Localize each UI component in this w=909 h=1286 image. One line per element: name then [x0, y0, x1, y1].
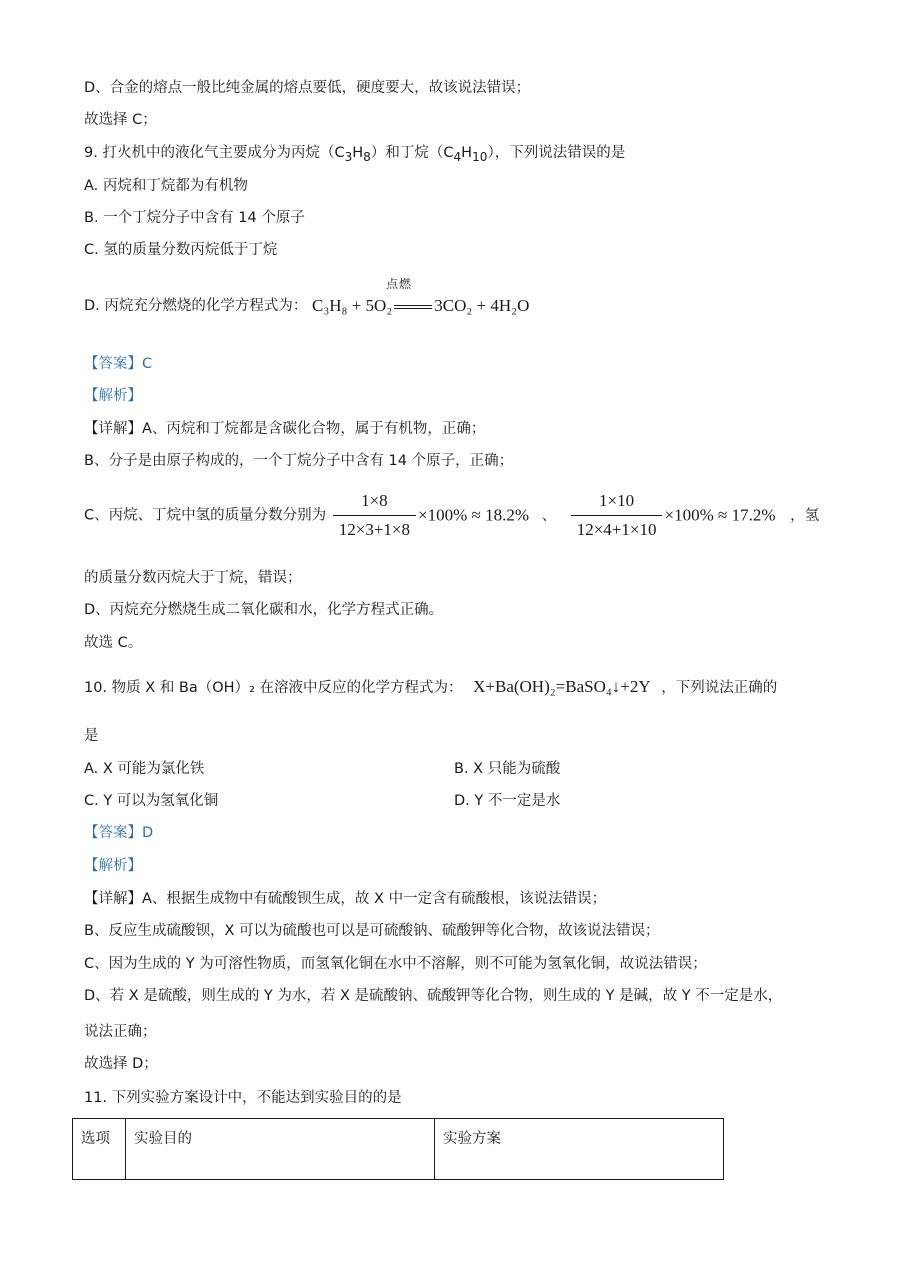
reaction-condition: 点燃: [386, 277, 413, 291]
explanation-line: D、丙烷充分燃烧生成二氧化碳和水，化学方程式正确。: [84, 602, 444, 618]
explanation-line: 故选 C。: [84, 635, 143, 651]
explanation-line: C、因为生成的 Y 为可溶性物质，而氢氧化铜在水中不溶解，则不可能为氢氧化铜，故说法错误；: [84, 956, 707, 972]
option-a: A. 丙烷和丁烷都为有机物: [84, 178, 248, 194]
option-d: D. Y 不一定是水: [454, 793, 561, 809]
explanation-line: 说法正确；: [84, 1024, 157, 1040]
explanation-line: B、反应生成硫酸钡，X 可以为硫酸也可以是可硫酸钠、硫酸钾等化合物，故该说法错误；: [84, 923, 660, 939]
explanation-line: 【详解】A、丙烷和丁烷都是含碳化合物，属于有机物，正确；: [84, 421, 486, 437]
option-a: A. X 可能为氯化铁: [84, 761, 205, 777]
question-10-stem: 是: [84, 728, 99, 744]
experiment-table: [72, 1118, 724, 1180]
option-b: B. 一个丁烷分子中含有 14 个原子: [84, 210, 305, 226]
fraction-propane: $\frac{1\times 8}{12\times 3+1\times 8}$: [333, 488, 416, 543]
explanation-line: B、分子是由原子构成的，一个丁烷分子中含有 14 个原子，正确；: [84, 453, 514, 469]
option-d: D. 丙烷充分燃烧的化学方程式为： C₃H₈ + 5O₂ 3CO₂ + 4H₂O 点燃: [84, 296, 529, 316]
explanation-line: 的质量分数丙烷大于丁烷，错误；: [84, 570, 302, 586]
question-11-stem: 11. 下列实验方案设计中，不能达到实验目的的是: [84, 1090, 402, 1106]
explanation-line: D、若 X 是硫酸，则生成的 Y 为水，若 X 是硫酸钠、硫酸钾等化合物，则生成的 Y 是碱，故 Y 不一定是水，: [84, 988, 783, 1004]
option-b: B. X 只能为硫酸: [454, 761, 561, 777]
explanation-line: 【详解】A、根据生成物中有硫酸钡生成，故 X 中一定含有硫酸根，该说法错误；: [84, 891, 607, 907]
option-c: C. Y 可以为氢氧化铜: [84, 793, 219, 809]
question-9-stem: 9. 打火机中的液化气主要成分为丙烷$(C_3H_8)$和丁烷$(C_4H_{10})$，下列说法错误的是: [84, 145, 626, 164]
combustion-equation: C₃H₈ + 5O₂ 3CO₂ + 4H₂O 点燃: [312, 296, 529, 316]
analysis-label: 【解析】: [84, 858, 142, 874]
explanation-line: C、丙烷、丁烷中氢的质量分数分别为 $\frac{1\times 8}{12\times 3+1\times 8}$ ×100% ≈ 18.2% 、 $\frac{1\times 10}{12\times 4+1\times 10}$ ×100% ≈ 17.2% ，氢: [84, 488, 819, 543]
text-line: D、合金的熔点一般比纯金属的熔点要低，硬度要大，故该说法错误；: [84, 80, 531, 96]
table-row: [73, 1119, 724, 1180]
question-10-stem: 10. 物质 X 和 Ba（OH）₂ 在溶液中反应的化学方程式为： X+Ba(OH)₂=BaSO₄↓+2Y ，下列说法正确的: [84, 677, 778, 696]
analysis-label: 【解析】: [84, 388, 142, 404]
table-header-option: 选项: [73, 1119, 126, 1180]
table-header-plan: 实验方案: [435, 1119, 724, 1180]
text-line: 故选择 C；: [84, 112, 157, 128]
reaction-equation: X+Ba(OH)₂=BaSO₄↓+2Y: [473, 677, 651, 696]
option-c: C. 氢的质量分数丙烷低于丁烷: [84, 242, 278, 258]
fraction-butane: $\frac{1\times 10}{12\times 4+1\times 10}$: [571, 488, 663, 543]
answer-label: 【答案】D: [84, 825, 154, 841]
table-header-purpose: 实验目的: [126, 1119, 435, 1180]
equation-arrow: [394, 305, 432, 309]
explanation-line: 故选择 D；: [84, 1056, 158, 1072]
answer-label: 【答案】C: [84, 356, 153, 372]
